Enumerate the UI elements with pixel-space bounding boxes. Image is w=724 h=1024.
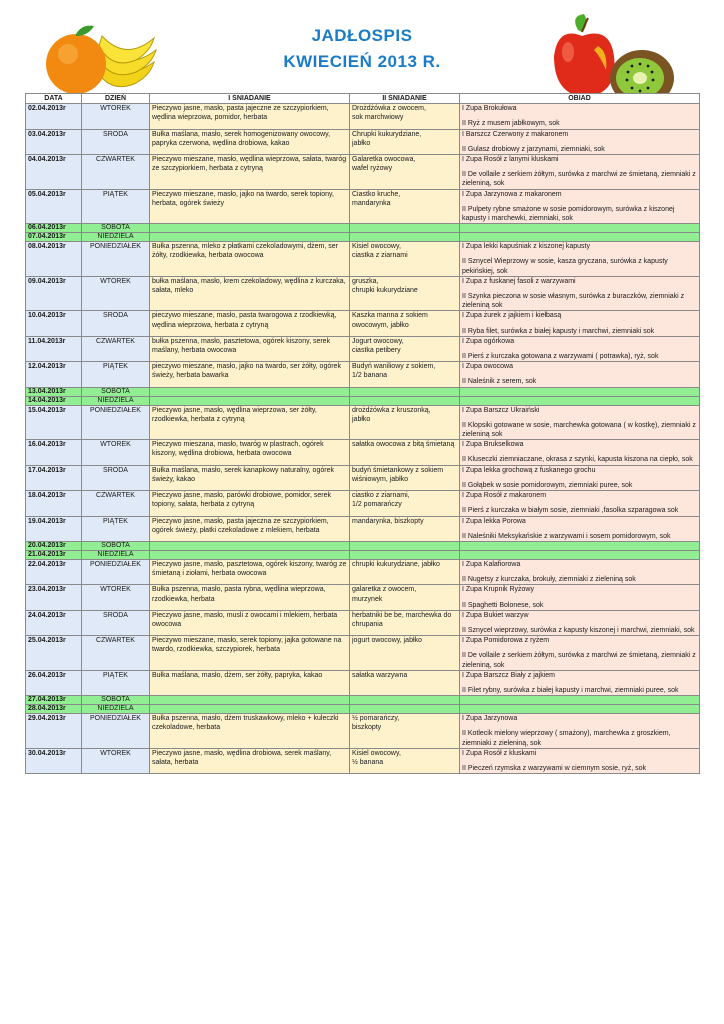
dinner-cell [460, 748, 700, 773]
dinner-cell [460, 155, 700, 190]
table-row [26, 405, 700, 440]
date-cell: 08.04.2013r [26, 242, 82, 277]
table-row [26, 465, 700, 490]
breakfast-cell [150, 224, 350, 233]
second-breakfast-text: jogurt owocowy, jabłko [352, 637, 422, 645]
col-header-second-breakfast: II ŚNIADANIE [350, 94, 460, 104]
dinner-soup: I Zupa Jarzynowa z makaronem [462, 190, 562, 198]
breakfast-cell [150, 585, 350, 610]
second-breakfast-cell [350, 311, 460, 336]
second-breakfast-cell [350, 129, 460, 154]
table-row [26, 189, 700, 224]
page-subtitle: KWIECIEŃ 2013 R. [283, 52, 441, 71]
second-breakfast-text: Kisiel owocowy, ciastka z ziarnami [352, 243, 408, 260]
dinner-soup: I Barszcz Czerwony z makaronem [462, 130, 569, 138]
second-breakfast-text: galaretka z owocem, murzynek [352, 586, 417, 603]
date-cell: 28.04.2013r [26, 705, 82, 714]
second-breakfast-cell [350, 362, 460, 387]
dinner-main: II Kotlecik mielony wieprzowy ( smażony), marchewka z groszkiem, ziemniaki z zieleniną, sok [462, 730, 671, 747]
weekend-row [26, 387, 700, 396]
breakfast-cell [150, 276, 350, 311]
breakfast-cell [150, 336, 350, 361]
date-cell: 14.04.2013r [26, 396, 82, 405]
dinner-cell [460, 636, 700, 671]
second-breakfast-cell [350, 541, 460, 550]
dinner-main: II De vollaile z serkiem żółtym, surówka z marchwi ze śmietaną, ziemniaki z zieleniną, sok [462, 652, 696, 669]
second-breakfast-cell [350, 585, 460, 610]
breakfast-cell [150, 491, 350, 516]
dinner-cell [460, 362, 700, 387]
table-row [26, 491, 700, 516]
dinner-cell [460, 465, 700, 490]
dinner-soup: I Zupa lekka Porowa [462, 517, 526, 525]
date-cell: 13.04.2013r [26, 387, 82, 396]
dinner-main: II Pulpety rybne smażone w sosie pomidorowym, surówka z kiszonej kapusty i marchewki, ziemniaki, sok [462, 205, 675, 223]
second-breakfast-text: Galaretka owocowa, wafel ryżowy [352, 156, 416, 173]
second-breakfast-cell [350, 104, 460, 129]
day-cell: SOBOTA [82, 696, 150, 705]
dinner-main: II Filet rybny, surówka z białej kapusty i marchwi, ziemniaki puree, sok [462, 686, 679, 694]
second-breakfast-cell [350, 465, 460, 490]
date-cell: 18.04.2013r [26, 491, 82, 516]
dinner-soup: I Zupa Kalafiorowa [462, 560, 521, 568]
dinner-main: II Klopsiki gotowane w sosie, marchewka gotowana ( w kostkę), ziemniaki z zieleniną sok [462, 421, 696, 439]
second-breakfast-cell [350, 405, 460, 440]
dinner-soup: I Zupa Rosół z lanymi kluskami [462, 156, 559, 164]
table-row [26, 242, 700, 277]
dinner-cell [460, 396, 700, 405]
second-breakfast-cell [350, 491, 460, 516]
second-breakfast-text: Chrupki kukurydziane, jabłko [352, 130, 422, 147]
breakfast-text: Bułka pszenna, masło, dżem truskawkowy, mleko + kuleczki czekoladowe, herbata [152, 715, 339, 732]
dinner-soup: I Zupa lekki kapuśniak z kiszonej kapusty [462, 243, 591, 251]
day-cell: WTOREK [82, 276, 150, 311]
date-cell: 20.04.2013r [26, 541, 82, 550]
second-breakfast-cell [350, 189, 460, 224]
date-cell: 17.04.2013r [26, 465, 82, 490]
breakfast-cell [150, 104, 350, 129]
dinner-soup: I Zupa Rosół z makaronem [462, 492, 547, 500]
dinner-soup: I Zupa Rosół z kluskami [462, 749, 537, 757]
dinner-main: II Gołąbek w sosie pomidorowym, ziemniaki puree, sok [462, 481, 633, 489]
dinner-cell [460, 336, 700, 361]
page-title: JADŁOSPIS [311, 26, 413, 45]
breakfast-cell [150, 396, 350, 405]
second-breakfast-cell [350, 636, 460, 671]
second-breakfast-cell [350, 516, 460, 541]
dinner-main: II Pieczeń rzymska z warzywami w ciemnym sosie, ryż, sok [462, 764, 646, 772]
day-cell: NIEDZIELA [82, 550, 150, 559]
second-breakfast-cell [350, 748, 460, 773]
dinner-soup: I Zupa Brukselkowa [462, 441, 524, 449]
second-breakfast-text: Kisiel owocowy, ½ banana [352, 749, 401, 766]
col-header-breakfast: I ŚNIADANIE [150, 94, 350, 104]
date-cell: 21.04.2013r [26, 550, 82, 559]
date-cell: 09.04.2013r [26, 276, 82, 311]
table-row [26, 336, 700, 361]
breakfast-text: Pieczywo jasne, masło, wędlina wieprzowa, ser żółty, rzodkiewka, herbata z cytryną [152, 406, 317, 423]
dinner-cell [460, 405, 700, 440]
dinner-main: II Pierś z kurczaka gotowana z warzywami ( potrawka), ryż, sok [462, 353, 659, 361]
dinner-soup: I Zupa Pomidorowa z ryżem [462, 637, 550, 645]
breakfast-cell [150, 636, 350, 671]
weekend-row [26, 396, 700, 405]
breakfast-text: pieczywo mieszane, masło, jajko na twardo, ser żółty, ogórek świeży, herbata bawarka [152, 363, 341, 380]
date-cell: 10.04.2013r [26, 311, 82, 336]
breakfast-cell [150, 541, 350, 550]
dinner-cell [460, 705, 700, 714]
second-breakfast-cell [350, 550, 460, 559]
day-cell: ŚRODA [82, 129, 150, 154]
header-row [26, 94, 700, 104]
breakfast-cell [150, 387, 350, 396]
day-cell: WTOREK [82, 748, 150, 773]
dinner-main: II De vollaile z serkiem żółtym, surówka z marchwi ze śmietaną, ziemniaki z zieleniną, sok [462, 171, 696, 188]
date-cell: 04.04.2013r [26, 155, 82, 190]
second-breakfast-text: mandarynka, biszkopty [352, 517, 424, 525]
breakfast-cell [150, 714, 350, 749]
dinner-cell [460, 189, 700, 224]
second-breakfast-text: ½ pomarańczy, biszkopty [352, 715, 400, 732]
second-breakfast-cell [350, 336, 460, 361]
second-breakfast-cell [350, 559, 460, 584]
second-breakfast-text: Ciastko kruche, mandarynka [352, 190, 401, 207]
second-breakfast-text: drożdżówka z kruszonką, jabłko [352, 406, 431, 423]
dinner-cell [460, 550, 700, 559]
weekend-row [26, 541, 700, 550]
breakfast-text: Pieczywo jasne, masło, parówki drobiowe, pomidor, serek topiony, sałata, herbata z cytryną [152, 492, 331, 509]
table-row [26, 636, 700, 671]
date-cell: 12.04.2013r [26, 362, 82, 387]
second-breakfast-text: sałatka owocowa z bitą śmietaną [352, 441, 455, 449]
dinner-main: II Nugetsy z kurczaka, brokuły, ziemniaki z zieleniną sok [462, 576, 636, 584]
breakfast-cell [150, 550, 350, 559]
dinner-soup: I Zupa Barszcz Biały z jajkiem [462, 671, 555, 679]
table-row [26, 714, 700, 749]
date-cell: 15.04.2013r [26, 405, 82, 440]
second-breakfast-text: herbatniki be be, marchewka do chrupania [352, 611, 452, 628]
day-cell: CZWARTEK [82, 155, 150, 190]
dinner-soup: I Zupa owocowa [462, 363, 513, 371]
day-cell: CZWARTEK [82, 636, 150, 671]
dinner-soup: I Zupa Barszcz Ukraiński [462, 406, 540, 414]
second-breakfast-text: Drożdżówka z owocem, sok marchwiowy [352, 105, 426, 122]
day-cell: CZWARTEK [82, 491, 150, 516]
table-row [26, 748, 700, 773]
dinner-main: II Szynka pieczona w sosie własnym, surówka z buraczków, ziemniaki z zieleniną sok [462, 293, 685, 310]
breakfast-text: Bułka pszenna, mleko z płatkami czekoladowymi, dżem, ser żółty, rzodkiewka, herbata owocowa [152, 243, 338, 260]
second-breakfast-cell [350, 387, 460, 396]
day-cell: NIEDZIELA [82, 233, 150, 242]
dinner-soup: I Zupa Krupnik Ryżowy [462, 586, 534, 594]
breakfast-cell [150, 705, 350, 714]
dinner-main: II Kluseczki ziemniaczane, okrasa z szynki, kapusta kiszona na ciepło, sok [462, 456, 693, 464]
dinner-main: II Spaghetti Bolonese, sok [462, 601, 544, 609]
breakfast-cell [150, 242, 350, 277]
second-breakfast-text: chrupki kukurydziane, jabłko [352, 560, 440, 568]
second-breakfast-text: sałatka warzywna [352, 671, 408, 679]
table-row [26, 585, 700, 610]
second-breakfast-cell [350, 610, 460, 635]
day-cell: NIEDZIELA [82, 396, 150, 405]
menu-body [26, 104, 700, 774]
dinner-main: II Gulasz drobiowy z jarzynami, ziemniaki, sok [462, 145, 605, 153]
dinner-cell [460, 696, 700, 705]
dinner-cell [460, 440, 700, 465]
table-row [26, 155, 700, 190]
second-breakfast-text: gruszka, chrupki kukurydziane [352, 277, 418, 295]
breakfast-text: Pieczywo mieszane, masło, wędlina wieprzowa, sałata, twaróg ze szczypiorkiem, herbata z cytryną [152, 156, 347, 173]
second-breakfast-cell [350, 696, 460, 705]
breakfast-cell [150, 696, 350, 705]
table-row [26, 129, 700, 154]
dinner-main: II Sznycel Wieprzowy w sosie, kasza gryczana, surówka z kapusty pekińskiej, sok [462, 258, 668, 275]
breakfast-text: Bułka maślana, masło, serek kanapkowy naturalny, ogórek świeży, kakao [152, 466, 334, 483]
breakfast-text: Pieczywo jasne, masło, wędlina drobiowa, serek maślany, sałata, herbata [152, 749, 332, 766]
date-cell: 11.04.2013r [26, 336, 82, 361]
day-cell: SOBOTA [82, 224, 150, 233]
day-cell: PONIEDZIAŁEK [82, 405, 150, 440]
dinner-cell [460, 559, 700, 584]
date-cell: 25.04.2013r [26, 636, 82, 671]
date-cell: 02.04.2013r [26, 104, 82, 129]
day-cell: PONIEDZIAŁEK [82, 559, 150, 584]
dinner-main: II Naleśnik z serem, sok [462, 378, 537, 386]
breakfast-cell [150, 559, 350, 584]
dinner-cell [460, 610, 700, 635]
dinner-main: II Sznycel wieprzowy, surówka z kapusty kiszonej i marchwi, ziemniaki, sok [462, 626, 695, 634]
second-breakfast-text: Budyń waniliowy z sokiem, 1/2 banana [352, 363, 436, 380]
day-cell: ŚRODA [82, 311, 150, 336]
dinner-cell [460, 516, 700, 541]
breakfast-text: Bułka pszenna, masło, pasta rybna, wędlina wieprzowa, rzodkiewka, herbata [152, 586, 326, 603]
day-cell: ŚRODA [82, 610, 150, 635]
second-breakfast-cell [350, 233, 460, 242]
day-cell: PIĄTEK [82, 189, 150, 224]
second-breakfast-cell [350, 155, 460, 190]
breakfast-cell [150, 440, 350, 465]
date-cell: 22.04.2013r [26, 559, 82, 584]
col-header-dinner: OBIAD [460, 94, 700, 104]
second-breakfast-text: budyń śmietankowy z sokiem wiśniowym, jabłko [352, 466, 444, 483]
dinner-main: II Naleśniki Meksykańskie z warzywami i sosem pomidorowym, sok [462, 532, 671, 540]
day-cell: WTOREK [82, 104, 150, 129]
dinner-soup: I Zupa z fuskanej fasoli z warzywami [462, 277, 576, 285]
date-cell: 24.04.2013r [26, 610, 82, 635]
dinner-cell [460, 670, 700, 695]
breakfast-cell [150, 362, 350, 387]
date-cell: 07.04.2013r [26, 233, 82, 242]
dinner-main: II Ryż z musem jabłkowym, sok [462, 120, 560, 128]
day-cell: WTOREK [82, 440, 150, 465]
day-cell: WTOREK [82, 585, 150, 610]
second-breakfast-cell [350, 276, 460, 311]
date-cell: 06.04.2013r [26, 224, 82, 233]
weekend-row [26, 696, 700, 705]
table-row [26, 362, 700, 387]
table-row [26, 610, 700, 635]
dinner-main: II Pierś z kurczaka w białym sosie, ziemniaki ,fasolka szparagowa sok [462, 507, 679, 515]
day-cell: PIĄTEK [82, 362, 150, 387]
day-cell: ŚRODA [82, 465, 150, 490]
table-row [26, 104, 700, 129]
breakfast-text: bułka maślana, masło, krem czekoladowy, wędlina z kurczaka, sałata, mleko [152, 277, 346, 295]
breakfast-text: Pieczywo jasne, masło, pasztetowa, ogórek kiszony, twaróg ze śmietaną i ziołami, herbata owocowa [152, 560, 347, 578]
second-breakfast-cell [350, 714, 460, 749]
dinner-soup: I Zupa Bukiet warzyw [462, 611, 529, 619]
dinner-cell [460, 276, 700, 311]
second-breakfast-text: Jogurt owocowy, ciastka petibery [352, 337, 404, 355]
date-cell: 23.04.2013r [26, 585, 82, 610]
second-breakfast-cell [350, 705, 460, 714]
date-cell: 19.04.2013r [26, 516, 82, 541]
second-breakfast-text: ciastko z ziarnami, 1/2 pomarańczy [352, 492, 410, 509]
weekend-row [26, 233, 700, 242]
breakfast-text: Bułka maślana, masło, dżem, ser żółty, papryka, kakao [152, 671, 323, 679]
breakfast-text: Bułka maślana, masło, serek homogenizowany owocowy, papryka czerwona, wędlina drobiowa, kakao [152, 130, 331, 147]
dinner-soup: I Zupa ogórkowa [462, 337, 515, 345]
dinner-cell [460, 491, 700, 516]
dinner-cell [460, 242, 700, 277]
second-breakfast-cell [350, 224, 460, 233]
table-row [26, 559, 700, 584]
date-cell: 30.04.2013r [26, 748, 82, 773]
day-cell: PIĄTEK [82, 670, 150, 695]
breakfast-cell [150, 748, 350, 773]
second-breakfast-text: Kaszka manna z sokiem owocowym, jabłko [352, 312, 428, 329]
table-row [26, 516, 700, 541]
dinner-cell [460, 387, 700, 396]
second-breakfast-cell [350, 396, 460, 405]
weekend-row [26, 224, 700, 233]
breakfast-text: Pieczywo jasne, masło, pasta jajeczna ze szczypiorkiem, ogórek świeży, płatki czekoladowe z mlekiem, herbata [152, 517, 329, 534]
second-breakfast-cell [350, 670, 460, 695]
dinner-cell [460, 104, 700, 129]
dinner-cell [460, 311, 700, 336]
breakfast-cell [150, 610, 350, 635]
breakfast-cell [150, 189, 350, 224]
dinner-soup: I Zupa lekka grochową z fuskanego grochu [462, 466, 596, 474]
breakfast-text: Pieczywo jasne, masło, pasta jajeczne ze szczypiorkiem, wędlina wieprzowa, pomidor, herbata [152, 105, 329, 122]
weekend-row [26, 705, 700, 714]
breakfast-text: Pieczywo jasne, masło, musli z owocami i mlekiem, herbata owocowa [152, 611, 338, 628]
dinner-soup: I Zupa Jarzynowa [462, 715, 518, 723]
dinner-main: II Ryba filet, surówka z białej kapusty i marchwi, ziemniaki sok [462, 327, 655, 335]
breakfast-cell [150, 311, 350, 336]
day-cell: PONIEDZIAŁEK [82, 714, 150, 749]
date-cell: 03.04.2013r [26, 129, 82, 154]
breakfast-cell [150, 233, 350, 242]
day-cell: PIĄTEK [82, 516, 150, 541]
dinner-cell [460, 129, 700, 154]
dinner-cell [460, 585, 700, 610]
dinner-cell [460, 224, 700, 233]
col-header-date: DATA [26, 94, 82, 104]
date-cell: 26.04.2013r [26, 670, 82, 695]
weekend-row [26, 550, 700, 559]
dinner-soup: I Zupa żurek z jajkiem i kiełbasą [462, 312, 562, 320]
breakfast-cell [150, 129, 350, 154]
breakfast-cell [150, 670, 350, 695]
table-row [26, 440, 700, 465]
date-cell: 05.04.2013r [26, 189, 82, 224]
second-breakfast-cell [350, 242, 460, 277]
dinner-cell [460, 714, 700, 749]
table-row [26, 311, 700, 336]
breakfast-text: Pieczywo mieszane, masło, jajko na twardo, serek topiony, herbata, ogórek świeży [152, 190, 334, 207]
breakfast-text: bułka pszenna, masło, pasztetowa, ogórek kiszony, serek maślany, herbata owocowa [152, 337, 331, 355]
dinner-cell [460, 541, 700, 550]
dinner-cell [460, 233, 700, 242]
day-cell: CZWARTEK [82, 336, 150, 361]
breakfast-text: Pieczywo mieszane, masło, serek topiony, jajka gotowane na twardo, rzodkiewka, szczypiorek, herbata [152, 637, 342, 654]
table-row [26, 276, 700, 311]
breakfast-text: Pieczywo mieszana, masło, twaróg w plastrach, ogórek kiszony, wędlina drobiowa, herbata owocowa [152, 441, 324, 458]
day-cell: NIEDZIELA [82, 705, 150, 714]
day-cell: PONIEDZIAŁEK [82, 242, 150, 277]
menu-table [25, 93, 700, 774]
dinner-soup: I Zupa Brokułowa [462, 105, 517, 113]
breakfast-cell [150, 516, 350, 541]
second-breakfast-cell [350, 440, 460, 465]
breakfast-cell [150, 465, 350, 490]
date-cell: 29.04.2013r [26, 714, 82, 749]
table-row [26, 670, 700, 695]
day-cell: SOBOTA [82, 541, 150, 550]
breakfast-text: pieczywo mieszane, masło, pasta twarogowa z rzodkiewką, wędlina wieprzowa, herbata z cytryną [152, 312, 337, 329]
breakfast-cell [150, 405, 350, 440]
date-cell: 16.04.2013r [26, 440, 82, 465]
day-cell: SOBOTA [82, 387, 150, 396]
breakfast-cell [150, 155, 350, 190]
col-header-day: DZIEŃ [82, 94, 150, 104]
date-cell: 27.04.2013r [26, 696, 82, 705]
